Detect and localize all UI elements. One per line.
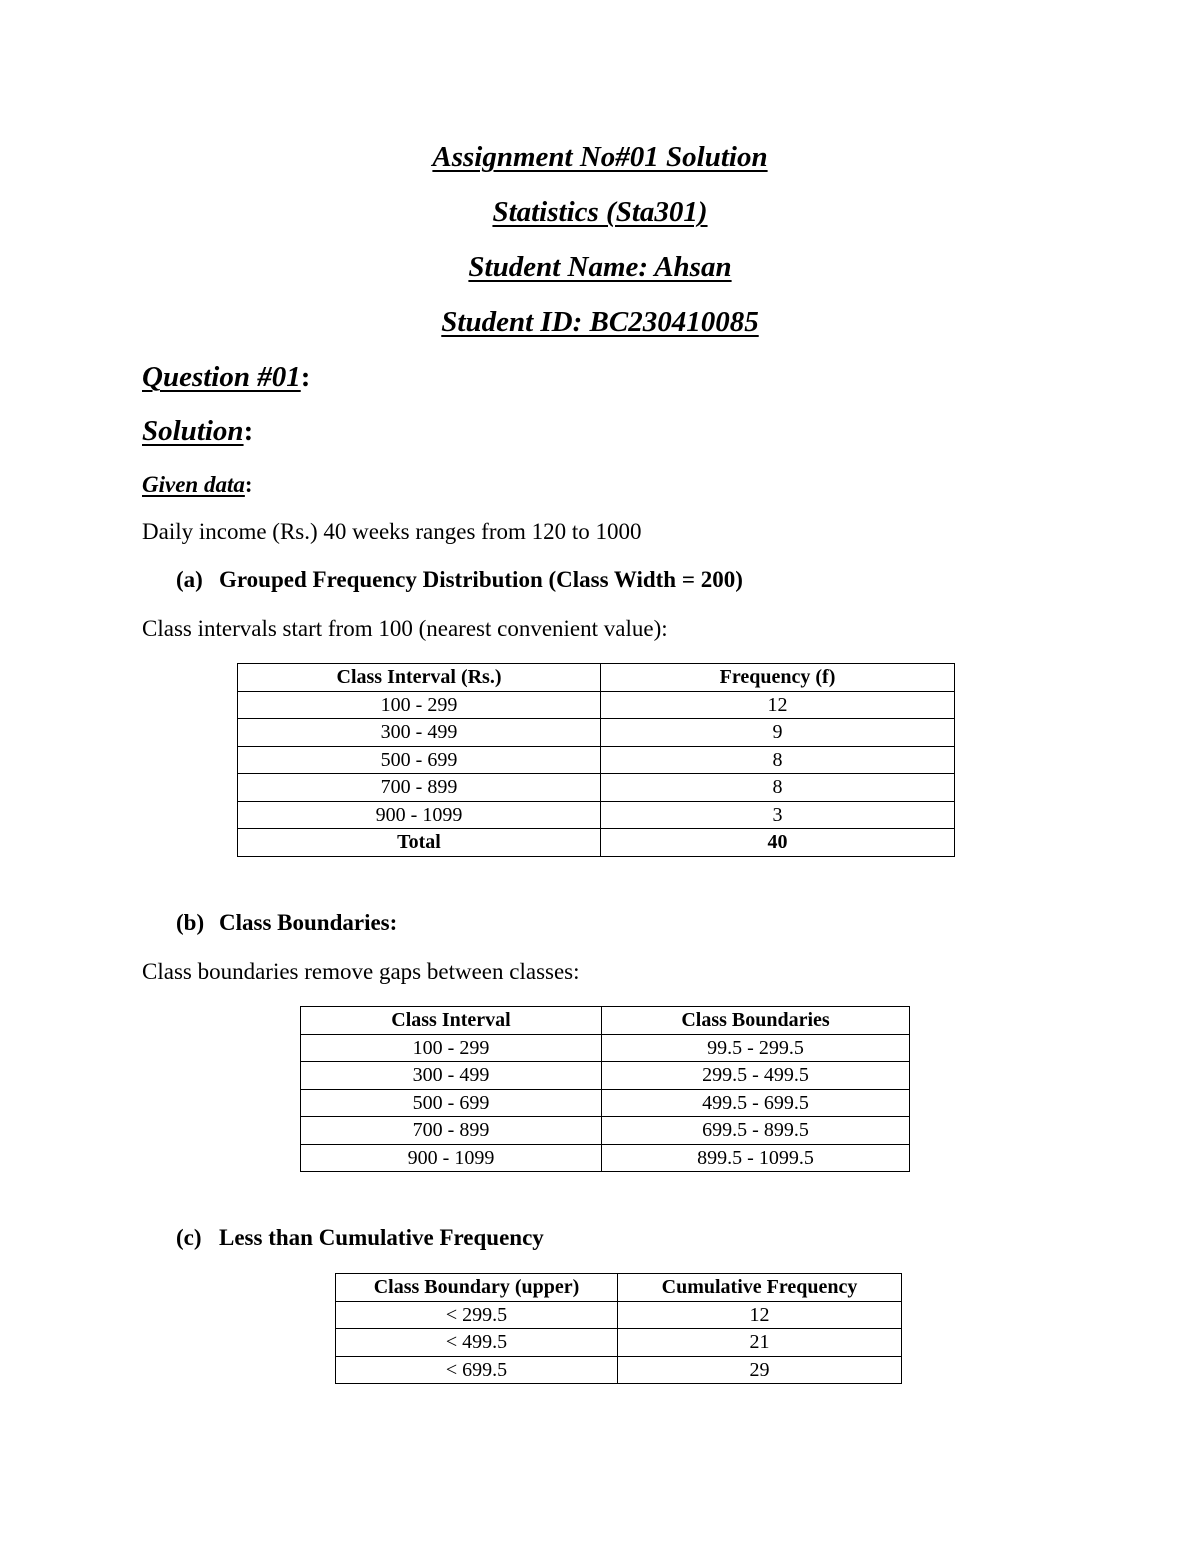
table-row (238, 801, 955, 829)
solution-suffix: : (243, 415, 254, 447)
given-data-text: Daily income (Rs.) 40 weeks ranges from 120 to 1000 (142, 519, 642, 544)
table-cell: < 299.5 (336, 1301, 618, 1329)
table-row (336, 1301, 902, 1329)
table-cell: 499.5 - 699.5 (602, 1089, 910, 1117)
cumulative-frequency-table (335, 1273, 902, 1384)
table-cell: 699.5 - 899.5 (602, 1117, 910, 1145)
table-row (301, 1144, 910, 1172)
total-value: 40 (601, 829, 955, 857)
student-id: Student ID: BC230410085 (441, 306, 759, 338)
table-cell: < 699.5 (336, 1356, 618, 1384)
table-row (238, 774, 955, 802)
total-label: Total (238, 829, 601, 857)
table-cell: 700 - 899 (301, 1117, 602, 1145)
part-c-marker: (c) (176, 1225, 202, 1250)
part-b-intro: Class boundaries remove gaps between classes: (142, 959, 580, 984)
table-row (301, 1117, 910, 1145)
table-row (238, 691, 955, 719)
table-cell: 500 - 699 (238, 746, 601, 774)
table-cell: 100 - 299 (301, 1034, 602, 1062)
column-header: Class Interval (Rs.) (238, 664, 601, 692)
table-cell: 21 (618, 1329, 902, 1357)
table-cell: 900 - 1099 (301, 1144, 602, 1172)
question-suffix: : (300, 361, 311, 393)
class-boundaries-table (300, 1006, 910, 1172)
column-header: Class Boundaries (602, 1007, 910, 1035)
table-row (336, 1356, 902, 1384)
column-header: Class Interval (301, 1007, 602, 1035)
part-a-title: Grouped Frequency Distribution (Class Width = 200) (219, 567, 743, 592)
column-header: Frequency (f) (601, 664, 955, 692)
table-cell: 899.5 - 1099.5 (602, 1144, 910, 1172)
part-c-heading (176, 1225, 544, 1251)
frequency-table (237, 663, 955, 857)
table-row (238, 746, 955, 774)
given-data-label: Given data (142, 472, 245, 497)
course-title: Statistics (Sta301) (492, 196, 708, 228)
part-b-title: Class Boundaries: (219, 910, 398, 935)
table-cell: < 499.5 (336, 1329, 618, 1357)
table-total-row (238, 829, 955, 857)
table-cell: 100 - 299 (238, 691, 601, 719)
table-cell: 299.5 - 499.5 (602, 1062, 910, 1090)
table-cell: 8 (601, 774, 955, 802)
solution-heading (142, 415, 253, 448)
part-a-marker: (a) (176, 567, 203, 592)
table-cell: 8 (601, 746, 955, 774)
question-heading (142, 361, 310, 394)
column-header: Class Boundary (upper) (336, 1274, 618, 1302)
table-cell: 300 - 499 (238, 719, 601, 747)
table-row (238, 719, 955, 747)
table-cell: 12 (601, 691, 955, 719)
solution-label: Solution (142, 415, 244, 447)
part-c-title: Less than Cumulative Frequency (219, 1225, 544, 1250)
table-cell: 500 - 699 (301, 1089, 602, 1117)
table-header-row (336, 1274, 902, 1302)
table-cell: 99.5 - 299.5 (602, 1034, 910, 1062)
table-cell: 300 - 499 (301, 1062, 602, 1090)
table-row (301, 1062, 910, 1090)
table-row (301, 1034, 910, 1062)
part-a-intro: Class intervals start from 100 (nearest convenient value): (142, 616, 668, 641)
part-a-heading (176, 567, 743, 593)
table-cell: 700 - 899 (238, 774, 601, 802)
given-data-heading (142, 472, 253, 498)
table-cell: 3 (601, 801, 955, 829)
part-b-marker: (b) (176, 910, 205, 935)
table-cell: 29 (618, 1356, 902, 1384)
table-header-row (238, 664, 955, 692)
question-label: Question #01 (142, 361, 301, 393)
table-row (336, 1329, 902, 1357)
table-cell: 9 (601, 719, 955, 747)
table-row (301, 1089, 910, 1117)
assignment-title: Assignment No#01 Solution (432, 141, 768, 173)
given-data-suffix: : (244, 472, 253, 497)
part-b-heading (176, 910, 397, 936)
table-header-row (301, 1007, 910, 1035)
column-header: Cumulative Frequency (618, 1274, 902, 1302)
student-name: Student Name: Ahsan (468, 251, 732, 283)
table-cell: 900 - 1099 (238, 801, 601, 829)
table-cell: 12 (618, 1301, 902, 1329)
